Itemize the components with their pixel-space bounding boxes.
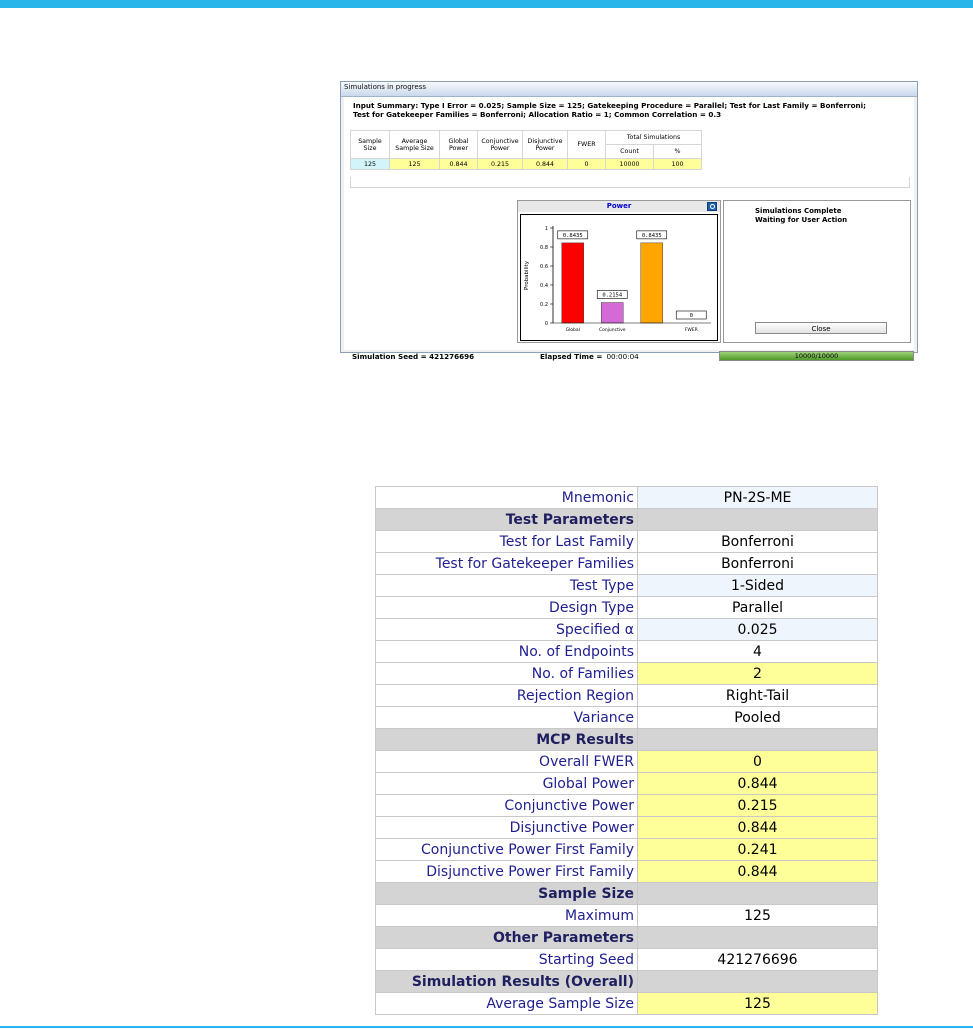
- row-label: No. of Endpoints: [376, 641, 638, 663]
- row-label: Global Power: [376, 773, 638, 795]
- row-label: Conjunctive Power: [376, 795, 638, 817]
- row-value: 125: [638, 993, 878, 1015]
- row-label: Mnemonic: [376, 487, 638, 509]
- table-row: [376, 597, 878, 619]
- cell-percent: 100: [654, 159, 702, 170]
- status-message: [755, 207, 847, 225]
- row-label: Overall FWER: [376, 751, 638, 773]
- table-row: [376, 949, 878, 971]
- table-row: [376, 663, 878, 685]
- row-label: Disjunctive Power First Family: [376, 861, 638, 883]
- section-blank-cell: [638, 927, 878, 949]
- y-tick-label: 1: [544, 226, 548, 232]
- row-label: Specified α: [376, 619, 638, 641]
- data-label: 0.8435: [562, 232, 583, 239]
- section-title: MCP Results: [376, 729, 638, 751]
- header-fwer: FWER: [568, 131, 606, 159]
- table-row: [376, 707, 878, 729]
- row-value: 0: [638, 751, 878, 773]
- table-row: [376, 575, 878, 597]
- header-average-sample-size: Average Sample Size: [390, 131, 440, 159]
- row-value: 0.844: [638, 773, 878, 795]
- table-row: [376, 817, 878, 839]
- row-value: Bonferroni: [638, 553, 878, 575]
- section-title: Other Parameters: [376, 927, 638, 949]
- bar-disjunctive: [641, 243, 663, 323]
- section-blank-cell: [638, 971, 878, 993]
- row-value: Right-Tail: [638, 685, 878, 707]
- section-blank-cell: [638, 729, 878, 751]
- x-tick-label: Global: [565, 328, 580, 333]
- close-button[interactable]: Close: [755, 322, 887, 334]
- row-label: Maximum: [376, 905, 638, 927]
- row-label: Average Sample Size: [376, 993, 638, 1015]
- status-panel: [723, 200, 911, 343]
- section-title: Test Parameters: [376, 509, 638, 531]
- table-row: [376, 685, 878, 707]
- row-label: Starting Seed: [376, 949, 638, 971]
- cell-disjunctive-power: 0.844: [523, 159, 568, 170]
- table-row: [376, 619, 878, 641]
- y-tick-label: 0.2: [540, 302, 548, 308]
- table-row: [376, 773, 878, 795]
- table-row[interactable]: [351, 159, 702, 170]
- x-tick-label: FWER: [684, 328, 698, 333]
- row-value: 1-Sided: [638, 575, 878, 597]
- y-tick-label: 0: [544, 321, 548, 327]
- data-label: 0: [689, 313, 693, 319]
- header-global-power: Global Power: [440, 131, 478, 159]
- section-header-row: [376, 971, 878, 993]
- progress-text: 10000/10000: [794, 352, 839, 360]
- header-disjunctive-power: Disjunctive Power: [523, 131, 568, 159]
- row-value: Pooled: [638, 707, 878, 729]
- dialog-title: Simulations in progress: [344, 83, 426, 91]
- table-row: [376, 795, 878, 817]
- bar-conjunctive: [601, 303, 623, 323]
- row-value: 125: [638, 905, 878, 927]
- cell-sample-size: 125: [351, 159, 390, 170]
- cell-average-sample-size: 125: [390, 159, 440, 170]
- row-label: Disjunctive Power: [376, 817, 638, 839]
- table-row: [376, 861, 878, 883]
- header-sample-size: Sample Size: [351, 131, 390, 159]
- row-value: 0.241: [638, 839, 878, 861]
- cell-fwer: 0: [568, 159, 606, 170]
- elapsed-time-value: 00:00:04: [606, 352, 639, 361]
- power-bar-chart: [521, 215, 717, 340]
- row-label: Test for Last Family: [376, 531, 638, 553]
- status-line-1: Simulations Complete: [755, 207, 842, 215]
- table-row: [376, 553, 878, 575]
- input-summary: [353, 101, 908, 119]
- design-summary-table: [375, 486, 878, 1015]
- row-value: 0.215: [638, 795, 878, 817]
- row-value: Bonferroni: [638, 531, 878, 553]
- dialog-titlebar[interactable]: [341, 82, 917, 97]
- top-accent-bar: [0, 0, 973, 8]
- input-summary-line-2: Test for Gatekeeper Families = Bonferroni; Allocation Ratio = 1; Common Correlation = 0.3: [353, 110, 722, 119]
- section-blank-cell: [638, 883, 878, 905]
- data-label: 0.2154: [602, 292, 623, 299]
- header-total-simulations: Total Simulations: [606, 131, 702, 145]
- row-value: Parallel: [638, 597, 878, 619]
- section-header-row: [376, 509, 878, 531]
- section-title: Simulation Results (Overall): [376, 971, 638, 993]
- y-tick-label: 0.8: [540, 245, 548, 251]
- zoom-icon[interactable]: [707, 202, 717, 211]
- row-label: Rejection Region: [376, 685, 638, 707]
- section-blank-cell: [638, 509, 878, 531]
- row-value: 0.844: [638, 861, 878, 883]
- header-percent: %: [654, 145, 702, 159]
- simulation-dialog: [340, 81, 918, 361]
- section-header-row: [376, 927, 878, 949]
- row-label: Test for Gatekeeper Families: [376, 553, 638, 575]
- table-row: [376, 905, 878, 927]
- row-value: 0.844: [638, 817, 878, 839]
- row-label: Conjunctive Power First Family: [376, 839, 638, 861]
- chart-title: Power: [518, 201, 720, 212]
- cell-count: 10000: [606, 159, 654, 170]
- dialog-client-area: [344, 97, 914, 361]
- row-value: 421276696: [638, 949, 878, 971]
- bar-global: [562, 243, 584, 323]
- simulation-seed: Simulation Seed = 421276696: [352, 352, 475, 361]
- header-conjunctive-power: Conjunctive Power: [478, 131, 523, 159]
- power-chart-panel: [517, 200, 721, 343]
- table-row: [376, 641, 878, 663]
- row-label: Variance: [376, 707, 638, 729]
- row-label: Test Type: [376, 575, 638, 597]
- cell-conjunctive-power: 0.215: [478, 159, 523, 170]
- row-value: 0.025: [638, 619, 878, 641]
- row-value: PN-2S-ME: [638, 487, 878, 509]
- section-title: Sample Size: [376, 883, 638, 905]
- y-tick-label: 0.4: [540, 283, 548, 289]
- chart-frame: [520, 214, 718, 341]
- status-line-2: Waiting for User Action: [755, 216, 848, 224]
- simulation-progress-bar: [719, 351, 914, 361]
- y-tick-label: 0.6: [540, 264, 548, 270]
- row-value: 2: [638, 663, 878, 685]
- x-tick-label: Conjunctive: [598, 328, 626, 333]
- table-row: [376, 993, 878, 1015]
- cell-global-power: 0.844: [440, 159, 478, 170]
- results-table-empty-area: [350, 177, 910, 188]
- row-label: Design Type: [376, 597, 638, 619]
- data-label: 0.8435: [641, 232, 662, 239]
- table-row: [376, 487, 878, 509]
- y-axis-label: Probability: [524, 260, 530, 291]
- header-count: Count: [606, 145, 654, 159]
- table-row: [376, 839, 878, 861]
- elapsed-time: [540, 352, 639, 361]
- section-header-row: [376, 729, 878, 751]
- table-row: [376, 531, 878, 553]
- section-header-row: [376, 883, 878, 905]
- simulation-results-table: [350, 130, 702, 170]
- bottom-accent-line: [0, 1026, 973, 1028]
- table-row: [376, 751, 878, 773]
- elapsed-time-label: Elapsed Time =: [540, 352, 603, 361]
- row-label: No. of Families: [376, 663, 638, 685]
- row-value: 4: [638, 641, 878, 663]
- input-summary-line-1: Input Summary: Type I Error = 0.025; Sample Size = 125; Gatekeeping Procedure = Parallel; Test for Last Family = Bonferroni;: [353, 101, 866, 110]
